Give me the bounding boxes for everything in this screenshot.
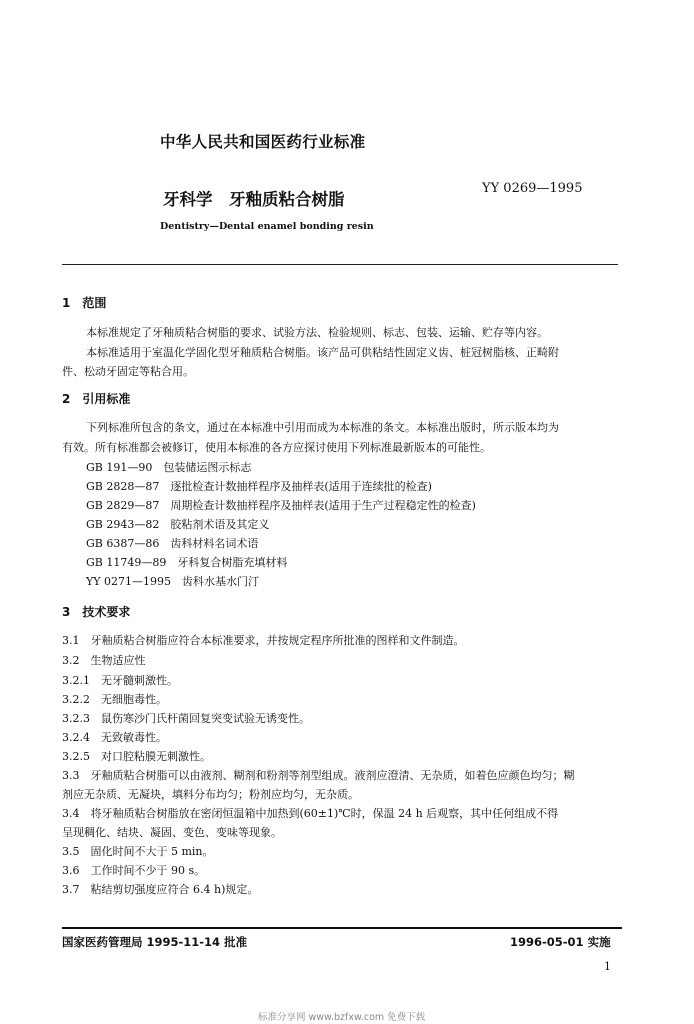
clause-3-2-4: 3.2.4 无致敏毒性。 — [62, 731, 167, 744]
section-1-paragraph-1: 本标准规定了牙釉质粘合树脂的要求、试验方法、检验规则、标志、包装、运输、贮存等内容。 — [86, 326, 548, 339]
clause-3-4-line-2: 呈现稠化、结块、凝固、变色、变味等现象。 — [62, 826, 282, 839]
section-1-heading: 1 范围 — [62, 296, 107, 310]
clause-3-4-line-1: 3.4 将牙釉质粘合树脂放在密闭恒温箱中加热到(60±1)℃时，保温 24 h 后观察，其中任何组成不得 — [62, 807, 559, 820]
section-2-paragraph-line-1: 下列标准所包含的条文，通过在本标准中引用而成为本标准的条文。本标准出版时，所示版本均为 — [86, 421, 559, 434]
standard-title: 牙科学 牙釉质粘合树脂 — [163, 190, 345, 209]
clause-3-2-3: 3.2.3 鼠伤寒沙门氏杆菌回复突变试验无诱变性。 — [62, 712, 310, 725]
implementation-date: 1996-05-01 实施 — [510, 935, 611, 949]
standard-code: YY 0269—1995 — [482, 181, 583, 196]
clause-3-1: 3.1 牙釉质粘合树脂应符合本标准要求，并按规定程序所批准的图样和文件制造。 — [62, 634, 465, 647]
clause-3-3-line-2: 剂应无杂质、无凝块，填料分布均匀；粉剂应均匀，无杂质。 — [62, 788, 359, 801]
reference-item: GB 191—90 包装储运图示标志 — [86, 461, 252, 474]
footer-divider — [62, 927, 622, 929]
clause-3-2-5: 3.2.5 对口腔粘膜无刺激性。 — [62, 750, 211, 763]
clause-3-2-2: 3.2.2 无细胞毒性。 — [62, 693, 167, 706]
approval-date: 国家医药管理局 1995-11-14 批准 — [62, 935, 248, 949]
clause-3-2: 3.2 生物适应性 — [62, 654, 146, 667]
clause-3-7: 3.7 粘结剪切强度应符合 6.4 h)规定。 — [62, 883, 259, 896]
reference-item: GB 2943—82 胶粘剂术语及其定义 — [86, 518, 270, 531]
section-3-heading: 3 技术要求 — [62, 605, 131, 619]
clause-3-3-line-1: 3.3 牙釉质粘合树脂可以由液剂、糊剂和粉剂等剂型组成。液剂应澄清、无杂质，如着色应颜色均匀；糊 — [62, 769, 575, 782]
page-number: 1 — [604, 960, 611, 973]
clause-3-2-1: 3.2.1 无牙髓刺激性。 — [62, 674, 178, 687]
reference-item: GB 2829—87 周期检查计数抽样程序及抽样表(适用于生产过程稳定性的检查) — [86, 499, 476, 512]
header-divider — [62, 264, 618, 265]
reference-item: GB 2828—87 逐批检查计数抽样程序及抽样表(适用于连续批的检查) — [86, 480, 432, 493]
section-1-paragraph-2-line-2: 件、松动牙固定等粘合用。 — [62, 365, 194, 378]
section-2-paragraph-line-2: 有效。所有标准都会被修订，使用本标准的各方应探讨使用下列标准最新版本的可能性。 — [62, 441, 491, 454]
watermark: 标准分享网 www.bzfxw.com 免费下载 — [258, 1012, 426, 1023]
clause-3-6: 3.6 工作时间不少于 90 s。 — [62, 864, 206, 877]
reference-item: YY 0271—1995 齿科水基水门汀 — [86, 575, 260, 588]
issuing-organization: 中华人民共和国医药行业标准 — [160, 133, 366, 151]
reference-item: GB 6387—86 齿科材料名词术语 — [86, 537, 259, 550]
reference-item: GB 11749—89 牙科复合树脂充填材料 — [86, 556, 288, 569]
section-1-paragraph-2-line-1: 本标准适用于室温化学固化型牙釉质粘合树脂。该产品可供粘结性固定义齿、桩冠树脂核、正畸附 — [86, 346, 559, 359]
clause-3-5: 3.5 固化时间不大于 5 min。 — [62, 845, 214, 858]
section-2-heading: 2 引用标准 — [62, 392, 131, 406]
english-title: Dentistry—Dental enamel bonding resin — [160, 221, 374, 232]
